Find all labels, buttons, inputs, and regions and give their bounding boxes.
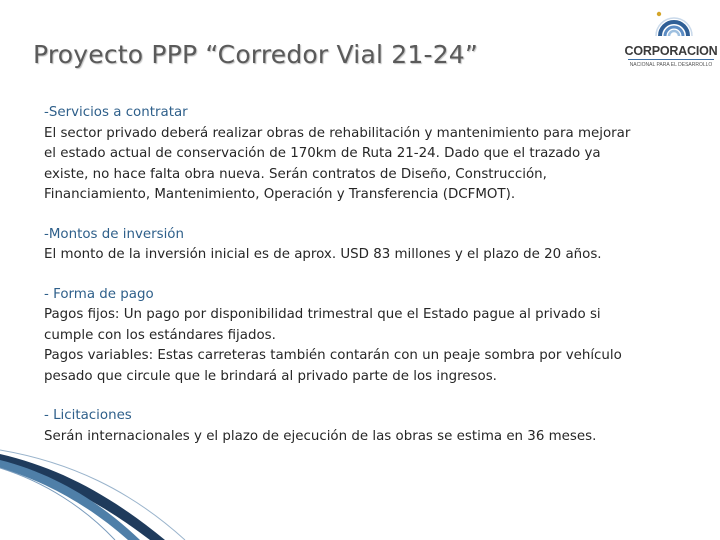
section-servicios [44, 103, 694, 206]
section-heading: -Montos de inversión [44, 226, 184, 242]
page-title: Proyecto PPP “Corredor Vial 21-24” [33, 40, 479, 69]
section-heading: - Forma de pago [44, 286, 154, 302]
section-heading: - Licitaciones [44, 408, 132, 423]
logo-name: CORPORACION [624, 44, 718, 58]
section-line: Pagos fijos: Un pago por disponibilidad trimestral que el Estado pague al privado si [44, 307, 601, 322]
logo-divider [628, 59, 714, 60]
section-forma-de-pago [44, 285, 694, 388]
section-line: Financiamiento, Mantenimiento, Operación y Transferencia (DCFMOT). [44, 187, 516, 202]
section-line: El monto de la inversión inicial es de aprox. USD 83 millones y el plazo de 20 años. [44, 247, 602, 262]
section-line: cumple con los estándares fijados. [44, 327, 276, 343]
decorative-swoosh [0, 440, 720, 540]
logo-arcs-icon [654, 6, 694, 44]
slide-content [44, 103, 694, 466]
section-heading: -Servicios a contratar [44, 105, 188, 120]
section-line: el estado actual de conservación de 170km de Ruta 21-24. Dado que el trazado ya [44, 146, 601, 161]
section-line: El sector privado deberá realizar obras de rehabilitación y mantenimiento para mejorar [44, 125, 631, 141]
corporacion-logo [624, 6, 718, 76]
section-line: Pagos variables: Estas carreteras también contarán con un peaje sombra por vehículo [44, 348, 622, 363]
section-montos [44, 225, 694, 266]
section-line: Serán internacionales y el plazo de ejecución de las obras se estima en 36 meses. [44, 428, 597, 444]
section-line: pesado que circule que le brindará al privado parte de los ingresos. [44, 368, 497, 384]
section-line: existe, no hace falta obra nueva. Serán contratos de Diseño, Construcción, [44, 166, 547, 182]
logo-tagline: NACIONAL PARA EL DESARROLLO [629, 62, 713, 68]
